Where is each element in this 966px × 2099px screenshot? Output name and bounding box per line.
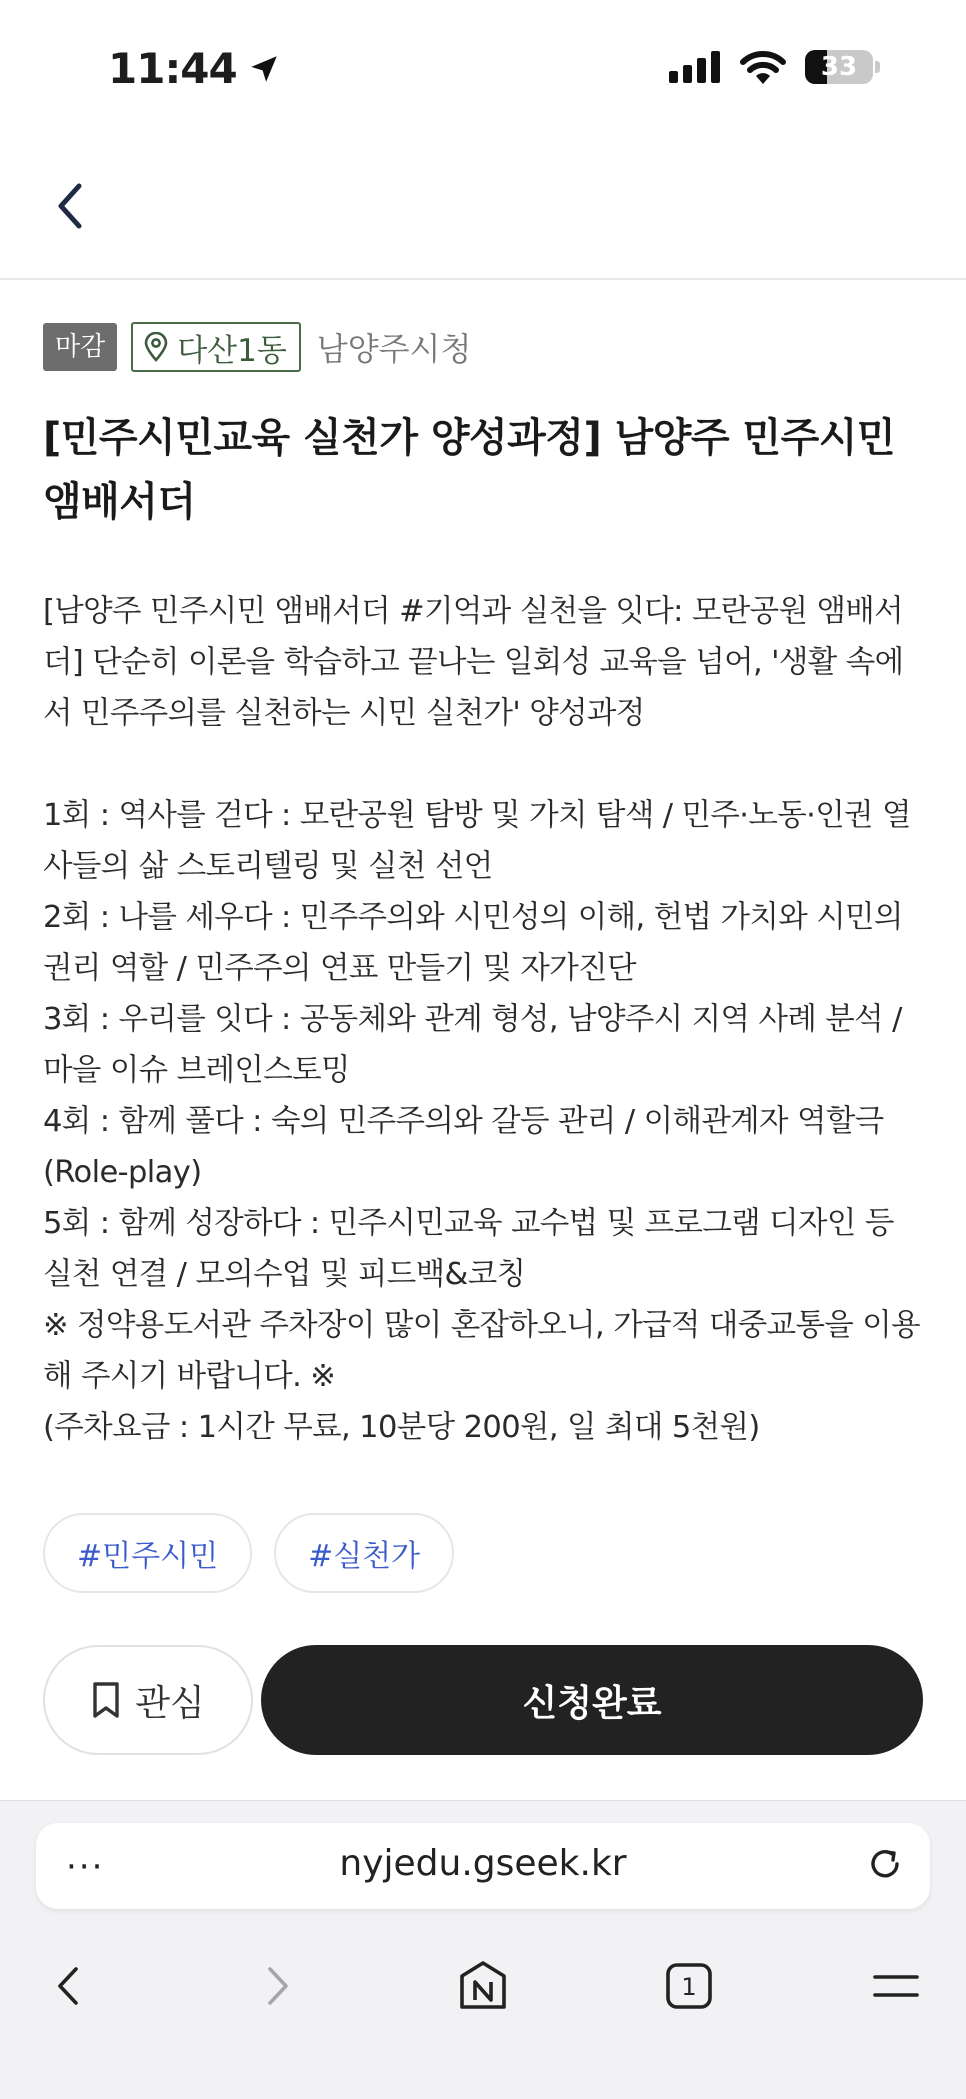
address-bar[interactable] xyxy=(36,1823,930,1909)
page-title: [민주시민교육 실천가 양성과정] 남양주 민주시민 앰배서더 xyxy=(43,415,896,525)
menu-button[interactable] xyxy=(856,1946,936,2026)
status-bar xyxy=(0,0,966,140)
tag-item[interactable]: #민주시민 xyxy=(43,1513,252,1593)
description: [남양주 민주시민 앰배서더 #기억과 실천을 잇다: 모란공원 앰배서더] 단순히 이론을 학습하고 끝나는 일회성 교육을 넘어, '생활 속에서 민주주의를 실천하는 시민 실천가' 양성과정 1회 : 역사를 걷다 : 모란공원 탐방 및 가치 탐색 / 민주·노동·인권 열사들의 삶 스토리텔링 및 실천 선언 2회 : 나를 세우다 : 민주주의와 시민성의 이해, 헌법 가치와 시민의 권리 역할 / 민주주의 연표 만들기 및 자가진단 3회 : 우리를 잇다 : 공동체와 관계 형성, 남양주시 지역 사례 분석 / 마을 이슈 브레인스토밍 4회 : 함께 풀다 : 숙의 민주주의와 갈등 관리 / 이해관계자 역할극(Role-play) 5회 : 함께 성장하다 : 민주시민교육 교수법 및 프로그램 디자인 등 실천 연결 / 모의수업 및 피드백&코칭 ※ 정약용도서관 주차장이 많이 혼잡하오니, 가급적 대중교통을 이용해 주시기 바랍니다. ※ (주차요금 : 1시간 무료, 10분당 200원, 일 최대 5천원) xyxy=(43,594,921,1445)
map-pin-icon xyxy=(143,332,169,362)
time-text: 11:44 xyxy=(108,44,237,93)
chevron-right-icon xyxy=(265,1965,291,2007)
action-bar xyxy=(43,1645,923,1755)
tag-list xyxy=(43,1513,923,1593)
tabs-icon xyxy=(664,1961,714,2011)
status-time xyxy=(108,44,281,93)
location-text: 다산1동 xyxy=(177,332,287,369)
location-arrow-icon xyxy=(247,52,281,86)
detail-content xyxy=(43,322,923,1593)
tabs-button[interactable] xyxy=(649,1946,729,2026)
bookmark-icon xyxy=(91,1681,121,1719)
tag-item[interactable]: #실천가 xyxy=(274,1513,454,1593)
browser-toolbar xyxy=(0,1800,966,2099)
url-text[interactable]: nyjedu.gseek.kr xyxy=(339,1843,627,1884)
browser-forward-button[interactable] xyxy=(238,1946,318,2026)
back-button[interactable] xyxy=(40,176,100,236)
meta-row xyxy=(43,322,923,372)
browser-back-button[interactable] xyxy=(28,1946,108,2026)
home-button[interactable] xyxy=(443,1946,523,2026)
more-icon[interactable]: ··· xyxy=(66,1847,105,1887)
battery-tip xyxy=(875,61,880,73)
page-header xyxy=(0,140,966,280)
chevron-left-icon xyxy=(55,1965,81,2007)
naver-home-icon xyxy=(458,1960,508,2012)
status-icons xyxy=(669,50,880,84)
bookmark-label: 관심 xyxy=(135,1682,205,1724)
wifi-icon xyxy=(739,50,787,84)
battery-level: 33 xyxy=(820,52,858,82)
tab-count: 1 xyxy=(681,1973,697,2001)
bookmark-button[interactable] xyxy=(43,1645,253,1755)
apply-button[interactable]: 신청완료 xyxy=(261,1645,923,1755)
menu-icon xyxy=(872,1971,920,2001)
cellular-signal-icon xyxy=(669,51,721,83)
location-badge xyxy=(131,322,301,372)
reload-icon[interactable] xyxy=(864,1843,906,1885)
browser-nav xyxy=(0,1946,966,2026)
chevron-left-icon xyxy=(55,182,85,230)
battery-icon xyxy=(805,50,873,84)
organization-name: 남양주시청 xyxy=(316,330,472,368)
status-badge: 마감 xyxy=(43,323,117,371)
